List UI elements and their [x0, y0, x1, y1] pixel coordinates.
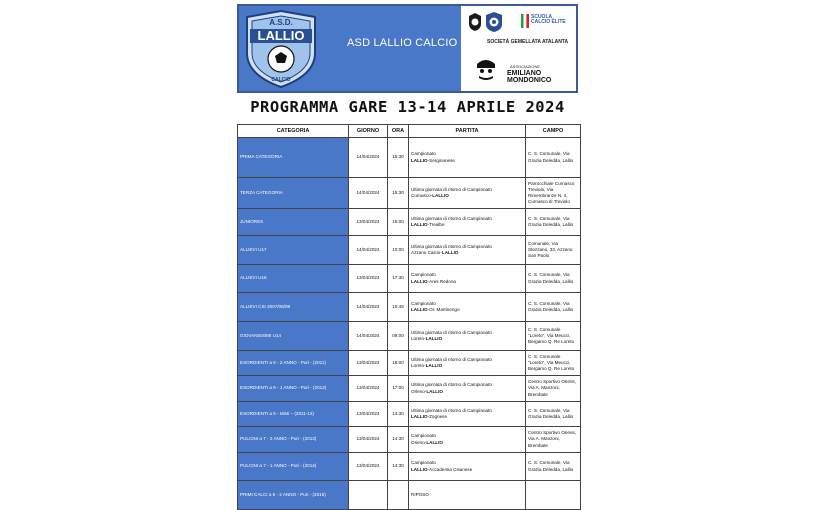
cell-giorno: 14/04/2024 — [349, 138, 388, 178]
match-host-team: Azzano Calcio- — [411, 250, 442, 255]
cell-giorno: 13/04/2024 — [349, 351, 388, 376]
cell-ora: 15:00 — [388, 209, 409, 236]
figc-flag-icon — [521, 14, 529, 28]
match-opponent-team: -Ares Redona — [427, 278, 456, 284]
table-row — [238, 402, 581, 427]
page-title: PROGRAMMA GARE 13-14 APRILE 2024 — [250, 98, 565, 116]
match-teams — [411, 336, 523, 342]
cell-campo: C. S. Comunale "Loreto", Via Meucci, Bergamo Q. Re Loreto — [526, 351, 581, 376]
header-partita: PARTITA — [409, 125, 526, 138]
table-row — [238, 236, 581, 265]
match-competition: Ultima giornata di ritorno di Campionato — [411, 407, 492, 413]
cell-campo: C. S. Comunale, Via Grazia Deledda, Lallio — [526, 209, 581, 236]
table-header-row — [238, 125, 581, 138]
scuola-calcio-logo — [531, 15, 566, 25]
cell-ora: 10:45 — [388, 293, 409, 322]
cell-categoria: PRIMI CALCI a 5 - 2 ANNO - Puri - (2015) — [238, 481, 349, 510]
cell-campo: C. S. Comunale, Via Grazia Deledda, Lallio — [526, 293, 581, 322]
cell-campo: Comunale, Via Stezzano, 33, Azzano San Paolo — [526, 236, 581, 265]
cell-giorno: 13/04/2024 — [349, 376, 388, 402]
match-lallio-team: LALLIO — [425, 363, 443, 368]
match-teams — [411, 414, 523, 420]
table-row — [238, 376, 581, 402]
match-host-team: Orleno- — [411, 388, 427, 394]
cell-categoria: ESORDIENTI a 9 - Misti – (2011-12) — [238, 402, 349, 427]
cell-ora: 09:00 — [388, 322, 409, 351]
cell-categoria: ALLIEVI U16 — [238, 265, 349, 293]
cell-categoria: ESORDIENTI a 9 - 2 ANNO - Puri - (2011) — [238, 351, 349, 376]
cell-giorno — [349, 481, 388, 510]
match-competition: Campionato — [411, 151, 436, 157]
cell-categoria: PULCINI a 7 - 2 ANNO - Puri - (2013) — [238, 427, 349, 453]
cell-categoria: ALLIEVI CSI 2007/08/09 — [238, 293, 349, 322]
cell-partita — [409, 209, 526, 236]
match-competition: Ultima giornata di ritorno di Campionato — [411, 356, 492, 362]
match-lallio-team: LALLIO — [425, 336, 443, 341]
cell-giorno: 13/04/2024 — [349, 209, 388, 236]
cell-giorno: 13/04/2024 — [349, 265, 388, 293]
match-teams — [411, 307, 523, 313]
table-row — [238, 209, 581, 236]
cell-giorno: 14/04/2024 — [349, 322, 388, 351]
cell-campo: C. S. Comunale, Via Grazia Deledda, Lallio — [526, 138, 581, 178]
cell-partita — [409, 265, 526, 293]
header-giorno: GIORNO — [349, 125, 388, 138]
cell-campo: Centro Sportivo Oriens, Via A. Manzoni, Brembate — [526, 427, 581, 453]
cell-categoria: JUNIORES — [238, 209, 349, 236]
table-row — [238, 293, 581, 322]
match-host-team: Loreto- — [411, 336, 426, 341]
cell-campo — [526, 481, 581, 510]
cell-campo: C. S. Comunale "Loreto", Via Meucci, Bergamo Q. Re Loreto — [526, 322, 581, 351]
match-opponent-team: -Accademia Cisanese — [427, 466, 473, 472]
table-row — [238, 453, 581, 481]
cell-ora: 16:00 — [388, 351, 409, 376]
schedule-table — [237, 124, 581, 510]
match-competition: Ultima giornata di ritorno di Campionato — [411, 215, 492, 221]
atalanta-badge-icon — [468, 12, 482, 32]
cell-ora: 10:00 — [388, 236, 409, 265]
cell-ora: 14:30 — [388, 402, 409, 427]
match-competition: Campionato — [411, 300, 436, 306]
match-teams — [411, 389, 523, 395]
cell-giorno: 14/04/2024 — [349, 293, 388, 322]
header-banner — [237, 4, 578, 93]
header-ora: ORA — [388, 125, 409, 138]
match-teams — [411, 193, 523, 199]
twin-club-label: SOCIETÀ GEMELLATA ATALANTA — [487, 39, 569, 45]
match-teams — [411, 158, 523, 164]
club-name: ASD LALLIO CALCIO — [347, 37, 458, 49]
match-opponent-team: -Or. Martinengo — [427, 307, 460, 312]
association-label: ASSOCIAZIONE — [510, 64, 541, 69]
cell-partita — [409, 376, 526, 402]
table-row — [238, 322, 581, 351]
cell-ora: 17:00 — [388, 376, 409, 402]
crest-bottom-text: CALCIO — [271, 77, 291, 83]
match-lallio-team: LALLIO — [411, 157, 428, 163]
match-lallio-team: LALLIO — [426, 439, 443, 445]
crest-main-text: LALLIO — [257, 28, 305, 43]
table-row — [238, 481, 581, 510]
association-name: EMILIANO MONDONICO — [507, 70, 552, 84]
match-lallio-team: LALLIO — [411, 414, 428, 419]
match-teams — [411, 222, 523, 228]
match-competition: Campionato — [411, 460, 436, 466]
header-campo: CAMPO — [526, 125, 581, 138]
table-row — [238, 178, 581, 209]
cell-partita — [409, 453, 526, 481]
cell-categoria: PRIMA CATEGORIA — [238, 138, 349, 178]
match-competition: Ultima giornata di ritorno di Campionato — [411, 329, 492, 335]
cell-giorno: 14/04/2024 — [349, 178, 388, 209]
match-competition: RIPOSO — [411, 491, 429, 497]
match-teams — [411, 440, 523, 446]
match-competition: Campionato — [411, 272, 436, 278]
match-lallio-team: LALLIO — [426, 388, 443, 394]
header-categoria: CATEGORIA — [238, 125, 349, 138]
mondonico-portrait-icon — [471, 54, 501, 84]
cell-ora: 17:30 — [388, 265, 409, 293]
club-banner — [239, 6, 461, 91]
match-opponent-team: -Zognese — [427, 414, 448, 419]
cell-campo: C. S. Comunale, Via Grazia Deledda, Lallio — [526, 265, 581, 293]
cell-giorno: 13/04/2024 — [349, 402, 388, 427]
match-competition: Ultima giornata di ritorno di Campionato — [411, 186, 492, 192]
scuola-line2: CALCIO ÉLITE — [531, 19, 566, 25]
cell-partita — [409, 138, 526, 178]
cell-categoria: ALLIEVI U17 — [238, 236, 349, 265]
match-lallio-team: LALLIO — [411, 278, 428, 284]
cell-ora: 15:30 — [388, 138, 409, 178]
cell-ora: 14:30 — [388, 427, 409, 453]
club-crest-icon — [241, 9, 321, 89]
crest-top-text: A.S.D. — [269, 18, 293, 27]
cell-categoria: TERZA CATEGORIA — [238, 178, 349, 209]
cell-categoria: ESORDIENTI a 9 - 1 ANNO - Puri - (2012) — [238, 376, 349, 402]
match-competition: Ultima giornata di ritorno di Campionato — [411, 382, 492, 388]
cell-partita — [409, 351, 526, 376]
cell-partita — [409, 293, 526, 322]
cell-partita — [409, 236, 526, 265]
match-opponent-team: -Trealbe — [427, 222, 445, 227]
match-lallio-team: LALLIO — [432, 193, 449, 198]
cell-campo: Parrocchiale Curnasco Treviolo, Via Rimembranze N. 4, Curnasco di Treviolo — [526, 178, 581, 209]
match-teams — [411, 467, 523, 473]
cell-partita — [409, 481, 526, 510]
cell-partita — [409, 427, 526, 453]
cell-ora: 15:30 — [388, 178, 409, 209]
match-host-team: Loreto- — [411, 363, 426, 368]
match-host-team: Curnasco- — [411, 193, 433, 198]
match-host-team: Orieno- — [411, 439, 427, 445]
match-teams — [411, 250, 523, 256]
scuola-line1: SCUOLA — [531, 14, 553, 20]
table-row — [238, 265, 581, 293]
cell-partita — [409, 322, 526, 351]
match-competition: Campionato — [411, 433, 436, 439]
match-opponent-team: -Serginanese — [427, 157, 455, 163]
cell-ora: 14:30 — [388, 453, 409, 481]
cell-campo: C. S. Comunale, Via Grazia Deledda, Lallio — [526, 402, 581, 427]
table-row — [238, 138, 581, 178]
match-lallio-team: LALLIO — [411, 307, 428, 312]
cell-categoria: GIOVANISSIMI U14 — [238, 322, 349, 351]
match-competition: Ultima giornata di ritorno di Campionato — [411, 243, 492, 249]
cell-campo: Centro Sportivo Oriens, Via A. Manzoni, Brembate — [526, 376, 581, 402]
table-row — [238, 427, 581, 453]
federation-badge-icon — [485, 11, 503, 33]
match-teams — [411, 363, 523, 369]
table-row — [238, 351, 581, 376]
match-lallio-team: LALLIO — [411, 466, 428, 472]
match-lallio-team: LALLIO — [411, 222, 428, 227]
cell-ora — [388, 481, 409, 510]
match-teams — [411, 279, 523, 285]
cell-giorno: 13/04/2024 — [349, 453, 388, 481]
cell-partita — [409, 178, 526, 209]
match-lallio-team: LALLIO — [441, 250, 459, 255]
cell-giorno: 13/04/2024 — [349, 427, 388, 453]
cell-partita — [409, 402, 526, 427]
cell-giorno: 14/04/2024 — [349, 236, 388, 265]
cell-campo: C. S. Comunale, Via Grazia Deledda, Lallio — [526, 453, 581, 481]
cell-categoria: PULCINI a 7 - 1 ANNO - Puri - (2014) — [238, 453, 349, 481]
